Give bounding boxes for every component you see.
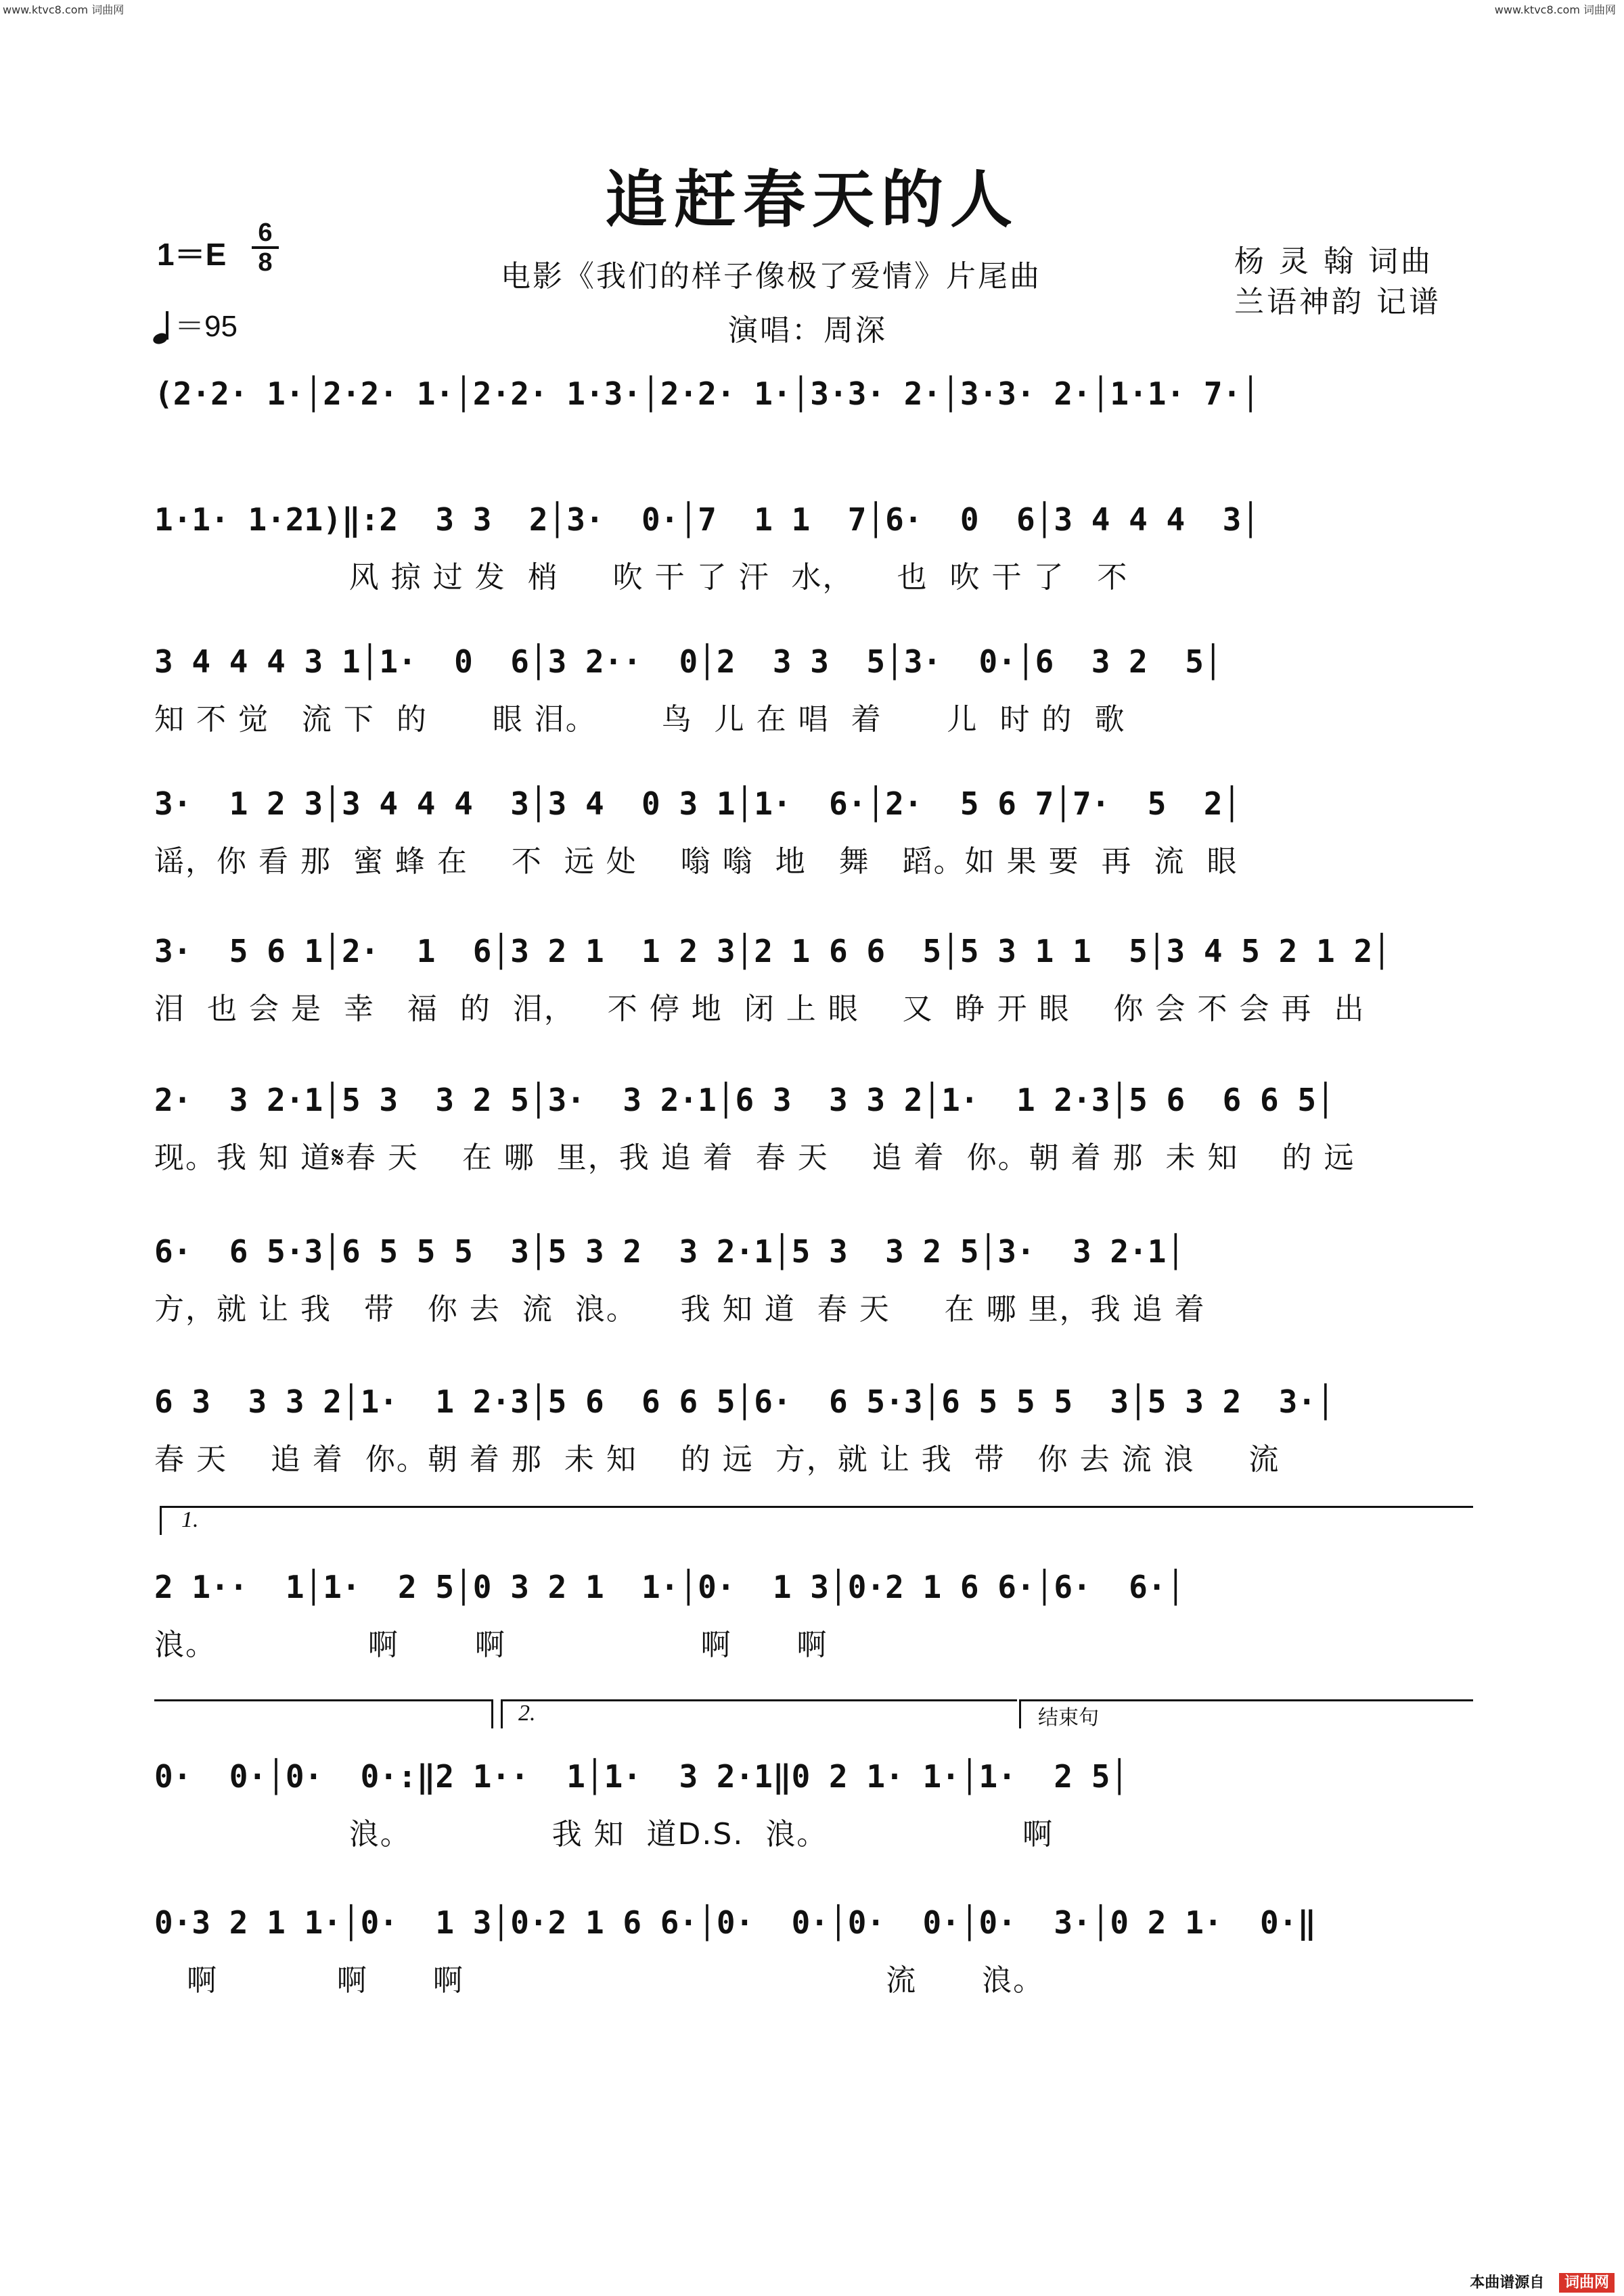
notation-line: 1·1· 1·21)‖:2 3 3 2│3· 0·│7 1 1 7│6· 0 6│3 4 4 4 3│ [154,501,1260,538]
source-watermark-right: www.ktvc8.com 词曲网 [1494,3,1616,16]
volta-first-bracket [160,1506,1473,1535]
notation-line: (2·2· 1·│2·2· 1·│2·2· 1·3·│2·2· 1·│3·3· 2·│3·3· 2·│1·1· 7·│ [154,375,1260,412]
tempo-value: ＝95 [175,310,238,343]
volta-second-bracket [501,1699,1017,1728]
lyrics-line: 现。我 知 道𝄋春 天 在 哪 里，我 追 着 春 天 追 着 你。朝 着 那 未 知 的 远 [154,1141,1355,1175]
footer-brand: 词曲网 [1559,2273,1615,2293]
lyrics-line: 浪。 我 知 道D.S. 浪。 啊 [154,1817,1054,1852]
lyrics-line: 浪。 啊 啊 啊 啊 [154,1628,828,1662]
lyrics-line: 春 天 追 着 你。朝 着 那 未 知 的 远 方，就 让 我 带 你 去 流 浪 流 [154,1442,1280,1477]
key-signature: 1＝E [157,237,227,272]
lyrics-line: 风 掠 过 发 梢 吹 干 了 汗 水， 也 吹 干 了 不 [154,560,1129,595]
notation-line: 6· 6 5·3│6 5 5 5 3│5 3 2 3 2·1│5 3 3 2 5│3· 3 2·1│ [154,1233,1186,1270]
repeat-bracket [154,1699,493,1728]
song-subtitle: 电影《我们的样子像极了爱情》片尾曲 [501,259,1041,294]
meter-top: 6 [258,219,273,247]
notation-line: 3· 5 6 1│2· 1 6│3 2 1 1 2 3│2 1 6 6 5│5 3 1 1 5│3 4 5 2 1 2│ [154,933,1391,969]
notation-line: 0· 0·│0· 0·:‖2 1·· 1│1· 3 2·1‖0 2 1· 1·│1· 2 5│ [154,1758,1129,1795]
lyrics-line: 方，就 让 我 带 你 去 流 浪。 我 知 道 春 天 在 哪 里，我 追 着 [154,1292,1206,1327]
volta-first-label: 1. [181,1507,199,1532]
lyrics-line: 啊 啊 啊 流 浪。 [154,1963,1045,1998]
lyricist-composer-credit: 杨 灵 翰 词曲 [1234,244,1433,279]
notation-line: 2 1·· 1│1· 2 5│0 3 2 1 1·│0· 1 3│0·2 1 6 6·│6· 6·│ [154,1569,1186,1605]
notation-line: 3· 1 2 3│3 4 4 4 3│3 4 0 3 1│1· 6·│2· 5 6 7│7· 5 2│ [154,785,1242,822]
notation-line: 2· 3 2·1│5 3 3 2 5│3· 3 2·1│6 3 3 3 2│1· 1 2·3│5 6 6 6 5│ [154,1082,1335,1118]
lyrics-line: 泪 也 会 是 幸 福 的 泪， 不 停 地 闭 上 眼 又 睁 开 眼 你 会 不 会 再 出 [154,992,1366,1026]
transcriber-credit: 兰语神韵 记谱 [1234,285,1441,319]
lyrics-line: 知 不 觉 流 下 的 眼 泪。 鸟 儿 在 唱 着 儿 时 的 歌 [154,702,1126,737]
footer-source [1470,2271,1615,2292]
notation-line: 0·3 2 1 1·│0· 1 3│0·2 1 6 6·│0· 0·│0· 0·│0· 3·│0 2 1· 0·‖ [154,1904,1317,1941]
song-title: 追赶春天的人 [604,163,1019,236]
meter-bottom: 8 [258,248,273,277]
footer-text: 本曲谱源自 [1470,2274,1545,2291]
notation-line: 6 3 3 3 2│1· 1 2·3│5 6 6 6 5│6· 6 5·3│6 5 5 5 3│5 3 2 3·│ [154,1383,1335,1420]
volta-second-label: 2. [518,1701,536,1726]
singer-credit: 演唱：周深 [728,313,887,348]
notation-line: 3 4 4 4 3 1│1· 0 6│3 2·· 0│2 3 3 5│3· 0·│6 3 2 5│ [154,643,1223,680]
source-watermark-left: www.ktvc8.com 词曲网 [3,3,125,16]
lyrics-line: 谣，你 看 那 蜜 蜂 在 不 远 处 嗡 嗡 地 舞 蹈。如 果 要 再 流 眼 [154,844,1238,879]
coda-label: 结束句 [1038,1706,1099,1730]
